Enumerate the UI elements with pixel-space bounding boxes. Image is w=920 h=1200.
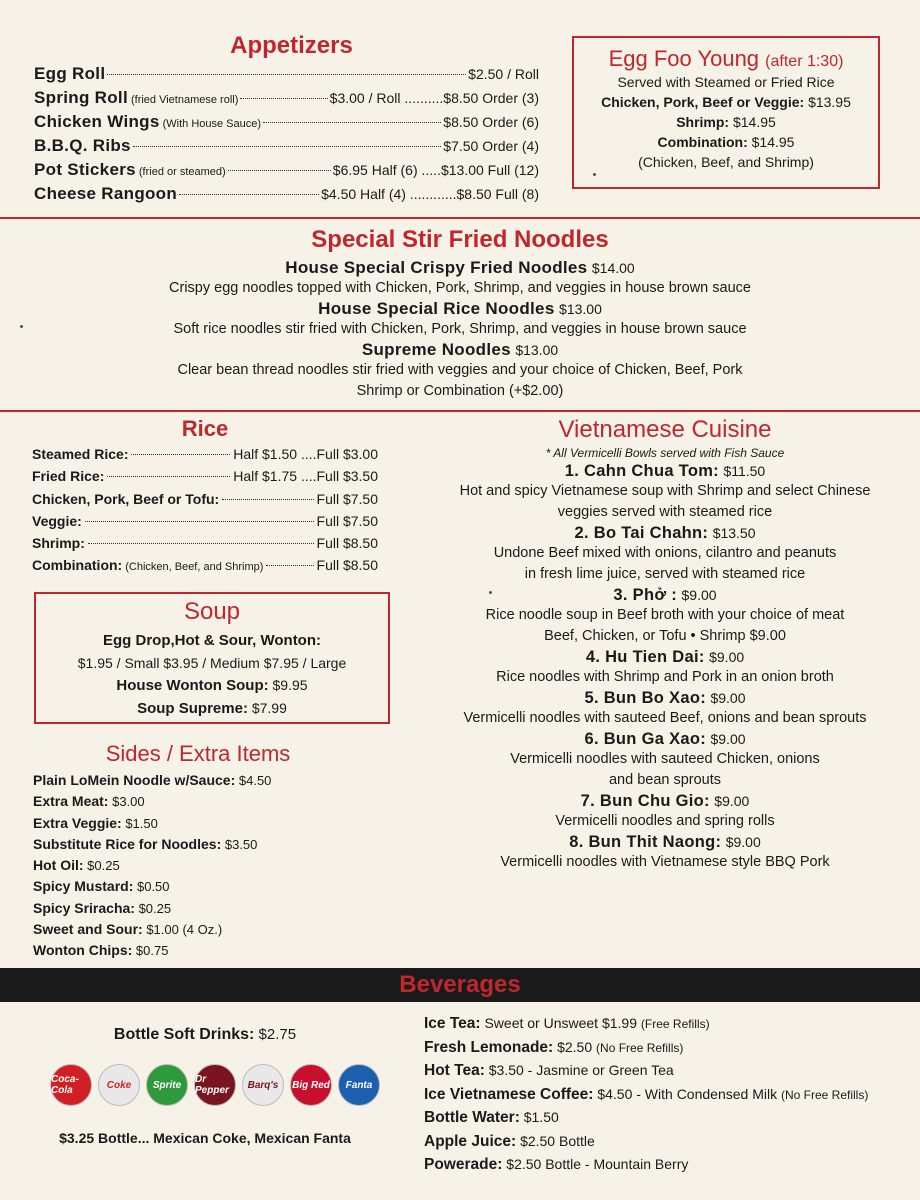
- appetizer-note: (fried Vietnamese roll): [130, 94, 239, 106]
- soup-line4: [36, 697, 388, 720]
- soda-logo: Fanta: [338, 1064, 380, 1106]
- noodle-name: House Special Rice Noodles: [318, 299, 555, 318]
- rice-price: Full $7.50: [316, 512, 378, 529]
- dot-leader: [266, 565, 313, 566]
- side-price: $1.00 (4 Oz.): [146, 922, 223, 938]
- appetizer-name: B.B.Q. Ribs: [34, 136, 131, 155]
- appetizer-name: Spring Roll: [34, 88, 128, 107]
- drinks-list: [424, 1012, 894, 1177]
- vietnamese-desc: Vermicelli noodles with sauteed Chicken, onions: [510, 751, 820, 767]
- soda-logos: [20, 1064, 410, 1106]
- egg-foo-young-time: (after 1:30): [765, 53, 844, 70]
- drink-price: $3.50 - Jasmine or Green Tea: [488, 1062, 674, 1078]
- side-price: $0.75: [135, 943, 169, 959]
- line2-price: $14.95: [732, 114, 776, 130]
- vietnamese-dish-heading: [440, 833, 890, 852]
- noodle-price: $13.00: [515, 342, 559, 358]
- line1-price: $13.95: [808, 94, 851, 110]
- drink-price: $1.50: [523, 1109, 559, 1125]
- vietnamese-price: $9.00: [710, 731, 746, 747]
- soda-logo: Barq's: [242, 1064, 284, 1106]
- side-price: $0.25: [87, 858, 120, 874]
- rice-title: Rice: [181, 416, 229, 441]
- appetizers-list: [34, 64, 539, 208]
- drink-note: (No Free Refills): [596, 1040, 684, 1055]
- rice-price: Half $1.75 ....Full $3.50: [233, 468, 378, 485]
- vietnamese-dish: [440, 689, 890, 729]
- soda-logo: Coca-Cola: [50, 1064, 92, 1106]
- dot-leader: [179, 194, 319, 195]
- vietnamese-desc-2: veggies served with steamed rice: [557, 504, 773, 520]
- side-price: $3.00: [112, 794, 145, 810]
- egg-foo-young-served: Served with Steamed or Fried Rice: [617, 74, 835, 90]
- vietnamese-dish-heading: [440, 792, 890, 811]
- vietnamese-dish-heading: [440, 648, 890, 667]
- appetizer-price: $8.50 Order (6): [443, 114, 539, 130]
- side-label: Plain LoMein Noodle w/Sauce:: [33, 772, 236, 788]
- vietnamese-section: [440, 416, 890, 874]
- dot-leader: [131, 454, 230, 455]
- sides-title: Sides / Extra Items: [105, 741, 291, 766]
- drink-label: Bottle Water:: [424, 1109, 520, 1126]
- noodle-dish: [0, 299, 920, 340]
- soup-box: [34, 592, 390, 724]
- vietnamese-name: 8. Bun Thit Naong:: [569, 833, 722, 851]
- vietnamese-name: 6. Bun Ga Xao:: [584, 730, 707, 748]
- appetizer-row: [34, 112, 539, 136]
- vietnamese-price: $9.00: [714, 793, 750, 809]
- drink-price: $2.50: [557, 1038, 593, 1055]
- side-row: [33, 770, 393, 791]
- vietnamese-desc: Vermicelli noodles with Vietnamese style BBQ Pork: [500, 854, 830, 870]
- appetizer-name: Egg Roll: [34, 64, 106, 83]
- drink-row: [424, 1130, 894, 1154]
- vietnamese-desc-2: in fresh lime juice, served with steamed rice: [524, 566, 806, 582]
- side-label: Spicy Sriracha:: [33, 899, 135, 916]
- vietnamese-dish: [440, 524, 890, 585]
- side-row: [33, 813, 393, 834]
- appetizer-row: [34, 64, 539, 88]
- rice-row: [32, 557, 378, 579]
- rice-row: [32, 491, 378, 513]
- appetizer-price: $6.95 Half (6) .....$13.00 Full (12): [332, 162, 539, 178]
- side-price: $0.25: [138, 900, 172, 916]
- divider-top: [0, 217, 920, 219]
- soup-line4-label: Soup Supreme:: [137, 700, 248, 717]
- side-label: Hot Oil:: [33, 857, 84, 874]
- rice-price: Half $1.50 ....Full $3.00: [233, 446, 378, 462]
- rice-label: Combination:: [32, 557, 123, 574]
- vietnamese-price: $13.50: [712, 525, 756, 541]
- rice-row: [32, 513, 378, 535]
- appetizer-price: $7.50 Order (4): [443, 138, 539, 154]
- vietnamese-desc-2: Beef, Chicken, or Tofu • Shrimp $9.00: [544, 628, 786, 644]
- vietnamese-desc: Rice noodles with Shrimp and Pork in an onion broth: [496, 669, 834, 685]
- side-price: $3.50: [224, 836, 258, 852]
- noodle-name: House Special Crispy Fried Noodles: [285, 258, 588, 277]
- side-label: Substitute Rice for Noodles:: [33, 835, 222, 852]
- vietnamese-dish-heading: [440, 586, 890, 605]
- drink-note: (No Free Refills): [780, 1087, 869, 1102]
- appetizer-row: [34, 136, 539, 160]
- vietnamese-subtitle: * All Vermicelli Bowls served with Fish Sauce: [545, 446, 785, 460]
- noodle-dish: [0, 258, 920, 299]
- vietnamese-price: $9.00: [725, 834, 761, 850]
- vietnamese-dish: [440, 586, 890, 647]
- noodles-title: Special Stir Fried Noodles: [311, 226, 609, 253]
- rice-note: (Chicken, Beef, and Shrimp): [125, 561, 264, 574]
- side-label: Spicy Mustard:: [33, 878, 134, 895]
- drink-note: (Free Refills): [640, 1017, 710, 1031]
- drink-row: [424, 1083, 894, 1107]
- noodle-dish: [0, 340, 920, 402]
- rice-label: Veggie:: [32, 512, 82, 529]
- soup-line3-price: $9.95: [272, 677, 308, 693]
- dot-leader: [107, 74, 466, 75]
- appetizer-name: Chicken Wings: [34, 112, 160, 131]
- appetizer-name: Cheese Rangoon: [34, 184, 178, 203]
- sides-section: [33, 741, 393, 962]
- rice-list: [32, 446, 378, 580]
- appetizer-row: [34, 88, 539, 112]
- soda-logo: Sprite: [146, 1064, 188, 1106]
- drink-label: Powerade:: [424, 1156, 503, 1173]
- drink-row: [424, 1059, 894, 1083]
- appetizer-row: [34, 160, 539, 184]
- vietnamese-title: Vietnamese Cuisine: [558, 416, 772, 443]
- vietnamese-price: $9.00: [710, 690, 746, 706]
- line3-label: Combination:: [657, 134, 748, 150]
- rice-row: [32, 468, 378, 490]
- rice-price: Full $8.50: [316, 535, 378, 552]
- vietnamese-price: $9.00: [709, 649, 745, 665]
- vietnamese-price: $9.00: [681, 587, 717, 603]
- vietnamese-desc: Rice noodle soup in Beef broth with your choice of meat: [485, 607, 845, 623]
- side-price: $0.50: [136, 879, 170, 895]
- appetizers-title: Appetizers: [230, 32, 353, 59]
- noodle-price: $13.00: [559, 301, 602, 317]
- soft-drinks-section: [0, 1026, 410, 1146]
- side-label: Extra Meat:: [33, 793, 109, 810]
- soup-title: Soup: [183, 598, 241, 625]
- egg-foo-young-title: [574, 46, 878, 72]
- rice-label: Chicken, Pork, Beef or Tofu:: [32, 490, 220, 507]
- rice-row: [32, 535, 378, 557]
- appetizer-price: $2.50 / Roll: [468, 66, 539, 82]
- side-row: [33, 919, 393, 940]
- noodles-list: [0, 258, 920, 402]
- drink-option: Sweet or Unsweet: [484, 1015, 599, 1031]
- noodle-desc: Crispy egg noodles topped with Chicken, Pork, Shrimp, and veggies in house brown sauce: [169, 280, 751, 296]
- rice-label: Fried Rice:: [32, 468, 105, 485]
- side-row: [33, 876, 393, 897]
- rice-label: Steamed Rice:: [32, 446, 129, 462]
- vietnamese-dish-heading: [440, 730, 890, 749]
- appetizers-section: [34, 32, 539, 208]
- vietnamese-dish-heading: [440, 689, 890, 708]
- egg-foo-young-title-text: Egg Foo Young: [608, 46, 760, 71]
- dot-leader: [88, 543, 314, 544]
- vietnamese-dish-heading: [440, 524, 890, 543]
- drink-row: [424, 1106, 894, 1130]
- appetizer-note: (fried or steamed): [138, 166, 226, 178]
- speck: [489, 591, 492, 594]
- drink-label: Ice Tea:: [424, 1015, 481, 1032]
- soft-drinks-label: Bottle Soft Drinks:: [113, 1026, 255, 1043]
- soup-line4-price: $7.99: [251, 700, 287, 716]
- sides-list: [33, 770, 393, 962]
- dot-leader: [107, 476, 230, 477]
- vietnamese-desc: Hot and spicy Vietnamese soup with Shrimp and select Chinese: [459, 483, 871, 499]
- line2-label: Shrimp:: [676, 114, 730, 130]
- speck: [20, 325, 23, 328]
- side-row: [33, 940, 393, 961]
- rice-row: [32, 446, 378, 468]
- egg-foo-young-line3: [574, 132, 878, 152]
- divider-middle: [0, 410, 920, 412]
- drink-price: $4.50 - With Condensed Milk: [597, 1085, 778, 1102]
- rice-label: Shrimp:: [32, 535, 85, 552]
- noodle-desc: Soft rice noodles stir fried with Chicken, Pork, Shrimp, and veggies in house brown sauce: [173, 321, 747, 337]
- appetizer-price: $3.00 / Roll ..........$8.50 Order (3): [329, 90, 539, 106]
- soup-line3: [36, 674, 388, 697]
- vietnamese-desc-2: and bean sprouts: [608, 772, 722, 788]
- drink-row: [424, 1012, 894, 1036]
- vietnamese-dish: [440, 792, 890, 832]
- dot-leader: [133, 146, 441, 147]
- vietnamese-dish: [440, 833, 890, 873]
- dot-leader: [228, 170, 331, 171]
- vietnamese-desc: Vermicelli noodles and spring rolls: [555, 813, 775, 829]
- dot-leader: [222, 499, 313, 500]
- soft-drinks-price: $2.75: [258, 1026, 297, 1043]
- side-price: $1.50: [125, 815, 158, 831]
- noodle-price: $14.00: [591, 260, 635, 276]
- vietnamese-list: [440, 462, 890, 873]
- soft-drinks-heading: [0, 1026, 410, 1044]
- side-label: Extra Veggie:: [33, 814, 122, 831]
- noodles-section: [0, 226, 920, 402]
- side-row: [33, 855, 393, 876]
- vietnamese-dish: [440, 730, 890, 791]
- side-label: Wonton Chips:: [33, 942, 133, 959]
- side-row: [33, 834, 393, 855]
- drink-price: $1.99: [601, 1015, 638, 1031]
- side-row: [33, 898, 393, 919]
- side-price: $4.50: [238, 773, 272, 788]
- soup-line1: Egg Drop,Hot & Sour, Wonton:: [102, 632, 322, 649]
- beverages-bar: [0, 968, 920, 1002]
- rice-section: [32, 416, 378, 580]
- noodle-desc-2: Shrimp or Combination (+$2.00): [356, 383, 564, 399]
- vietnamese-dish: [440, 648, 890, 688]
- mexican-bottles: $3.25 Bottle... Mexican Coke, Mexican Fanta: [59, 1130, 351, 1146]
- soup-line3-label: House Wonton Soup:: [116, 677, 269, 694]
- vietnamese-desc: Vermicelli noodles with sauteed Beef, onions and bean sprouts: [463, 710, 867, 726]
- noodle-name: Supreme Noodles: [361, 340, 511, 359]
- vietnamese-dish-heading: [440, 462, 890, 481]
- rice-price: Full $8.50: [316, 557, 378, 574]
- appetizer-row: [34, 184, 539, 208]
- egg-foo-young-line1: [574, 92, 878, 112]
- vietnamese-name: 7. Bun Chu Gio:: [580, 792, 710, 810]
- vietnamese-name: 2. Bo Tai Chahn:: [574, 524, 709, 542]
- line1-label: Chicken, Pork, Beef or Veggie:: [601, 94, 805, 110]
- drink-label: Fresh Lemonade:: [424, 1038, 554, 1056]
- drink-label: Hot Tea:: [424, 1062, 485, 1079]
- noodle-dish-heading: [0, 340, 920, 360]
- egg-foo-young-box: [572, 36, 880, 189]
- dot-leader: [85, 521, 314, 522]
- egg-foo-young-line2: [574, 112, 878, 132]
- vietnamese-name: 1. Cahn Chua Tom:: [564, 462, 719, 480]
- noodle-desc: Clear bean thread noodles stir fried with veggies and your choice of Chicken, Beef, Pork: [177, 362, 743, 378]
- soda-logo: Coke: [98, 1064, 140, 1106]
- noodle-dish-heading: [0, 299, 920, 319]
- vietnamese-desc: Undone Beef mixed with onions, cilantro and peanuts: [493, 545, 837, 561]
- noodle-dish-heading: [0, 258, 920, 278]
- drink-label: Ice Vietnamese Coffee:: [424, 1085, 594, 1103]
- vietnamese-price: $11.50: [723, 463, 766, 479]
- egg-foo-young-line4: (Chicken, Beef, and Shrimp): [638, 154, 814, 170]
- soup-line2: $1.95 / Small $3.95 / Medium $7.95 / Large: [77, 655, 347, 671]
- drink-row: [424, 1036, 894, 1060]
- soda-logo: Dr Pepper: [194, 1064, 236, 1106]
- dot-leader: [240, 98, 327, 99]
- drink-price: $2.50 Bottle - Mountain Berry: [506, 1156, 689, 1172]
- speck: [593, 173, 596, 176]
- vietnamese-name: 5. Bun Bo Xao:: [584, 689, 707, 707]
- side-row: [33, 791, 393, 812]
- drink-row: [424, 1153, 894, 1177]
- appetizer-name: Pot Stickers: [34, 160, 136, 179]
- soda-logo: Big Red: [290, 1064, 332, 1106]
- dot-leader: [263, 122, 441, 123]
- drink-label: Apple Juice:: [424, 1132, 517, 1150]
- vietnamese-dish: [440, 462, 890, 523]
- rice-price: Full $7.50: [316, 490, 378, 507]
- side-label: Sweet and Sour:: [33, 921, 143, 938]
- drink-price: $2.50 Bottle: [520, 1132, 595, 1149]
- vietnamese-name: 3. Phở :: [613, 586, 678, 604]
- beverages-title: Beverages: [399, 971, 521, 998]
- appetizer-price: $4.50 Half (4) ............$8.50 Full (8): [321, 186, 539, 202]
- line3-price: $14.95: [751, 134, 795, 150]
- vietnamese-name: 4. Hu Tien Dai:: [585, 648, 705, 666]
- appetizer-note: (With House Sauce): [162, 118, 262, 130]
